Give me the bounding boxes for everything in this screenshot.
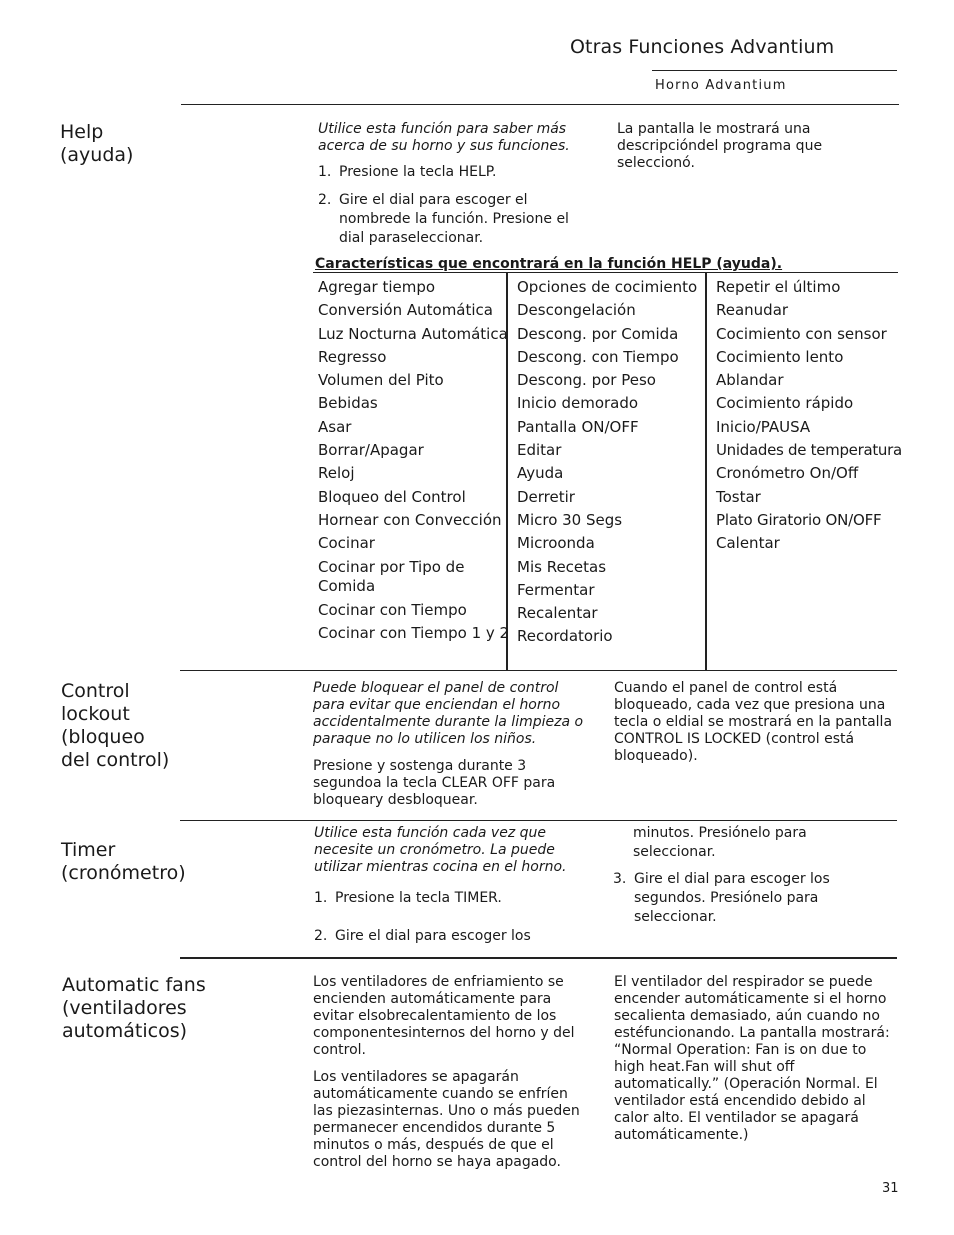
feature-item: Bloqueo del Control bbox=[318, 487, 466, 506]
lockout-right-text: Cuando el panel de control está bloqueado, cada vez que presiona una tecla o eldial se mostrará en la pantalla CONTROL IS LOCKED (control está bloqueado). bbox=[614, 680, 893, 764]
feature-item: Calentar bbox=[716, 534, 780, 553]
help-intro: Utilice esta función para saber más acerca de su horno y sus funciones. bbox=[318, 121, 570, 154]
section-divider-lockout bbox=[180, 670, 897, 671]
feature-item: Unidades de temperatura bbox=[716, 441, 902, 460]
feature-item: Agregar tiempo bbox=[318, 278, 436, 296]
lockout-section-title: Control lockout (bloqueo del control) bbox=[61, 680, 170, 771]
feature-item: Cronómetro On/Off bbox=[716, 464, 859, 483]
feature-item: Mis Recetas bbox=[517, 557, 607, 576]
step-text: Gire el dial para escoger el nombrede la función. Presione el dial paraseleccionar. bbox=[339, 192, 569, 246]
features-column-1 bbox=[318, 276, 510, 645]
section-divider-fans bbox=[180, 957, 897, 959]
step-text: Presione la tecla TIMER. bbox=[335, 890, 502, 906]
section-divider-timer bbox=[180, 820, 897, 821]
lockout-instruction: Presione y sostenga durante 3 segundoa la tecla CLEAR OFF para bloqueary desbloquear. bbox=[313, 758, 556, 808]
feature-item: Ablandar bbox=[716, 371, 784, 390]
feature-item: Borrar/Apagar bbox=[318, 441, 424, 460]
timer-step-1 bbox=[314, 889, 594, 908]
feature-item: Inicio demorado bbox=[517, 394, 639, 413]
feature-item: Cocinar bbox=[318, 534, 375, 553]
section-divider-help bbox=[181, 104, 899, 105]
step-number: 1. bbox=[314, 890, 328, 906]
feature-item: Cocimiento rápido bbox=[716, 394, 854, 413]
header-divider bbox=[652, 70, 897, 71]
step-number: 2. bbox=[314, 928, 328, 944]
feature-item: Tostar bbox=[716, 487, 761, 506]
fans-paragraph-2: Los ventiladores se apagarán automáticamente cuando se enfríen las piezasinternas. Uno o más pueden permanecer encendidos durante 5 minutos o más, después de que el control del horno se haya apagado. bbox=[313, 1069, 580, 1170]
feature-item: Inicio/PAUSA bbox=[716, 417, 811, 436]
help-right-text: La pantalla le mostrará una descripcióndel programa que seleccionó. bbox=[617, 121, 823, 171]
feature-item: Fermentar bbox=[517, 580, 595, 599]
step-text: Presione la tecla HELP. bbox=[339, 164, 497, 180]
feature-item: Recalentar bbox=[517, 604, 598, 623]
page-number: 31 bbox=[882, 1181, 899, 1196]
features-column-divider-2 bbox=[705, 272, 707, 670]
feature-item: Ayuda bbox=[517, 464, 564, 483]
feature-item: Pantalla ON/OFF bbox=[517, 417, 639, 436]
features-table-heading: Características que encontrará en la función HELP (ayuda). bbox=[315, 256, 783, 272]
fans-section-title: Automatic fans (ventiladores automáticos) bbox=[62, 974, 206, 1042]
step-text: Gire el dial para escoger los segundos. Presiónelo para seleccionar. bbox=[634, 871, 830, 925]
step-number: 1. bbox=[318, 164, 332, 180]
timer-step-2 bbox=[314, 927, 594, 946]
features-column-3 bbox=[716, 276, 901, 556]
page-header-subtitle: Horno Advantium bbox=[655, 78, 787, 93]
feature-item: Opciones de cocimiento bbox=[517, 278, 698, 296]
lockout-intro: Puede bloquear el panel de control para evitar que enciendan el horno accidentalmente durante la limpieza o paraque no lo utilicen los niños. bbox=[313, 680, 584, 747]
feature-item: Descong. por Comida bbox=[517, 324, 679, 343]
features-table-top-rule bbox=[313, 272, 898, 273]
help-section-title: Help (ayuda) bbox=[60, 121, 134, 166]
feature-item: Hornear con Convección bbox=[318, 510, 502, 529]
fans-paragraph-1: Los ventiladores de enfriamiento se encienden automáticamente para evitar elsobrecalentamiento de los componentesinternos del horno y del control. bbox=[313, 974, 575, 1058]
feature-item: Volumen del Pito bbox=[318, 371, 444, 390]
feature-item: Bebidas bbox=[318, 394, 378, 413]
feature-item: Repetir el último bbox=[716, 278, 841, 296]
step-number: 3. bbox=[613, 871, 627, 887]
feature-item: Luz Nocturna Automática bbox=[318, 324, 508, 343]
step-number: 2. bbox=[318, 192, 332, 208]
feature-item: Descong. con Tiempo bbox=[517, 347, 679, 366]
feature-item: Reloj bbox=[318, 464, 355, 483]
timer-step-2-continued: minutos. Presiónelo para seleccionar. bbox=[633, 825, 807, 860]
feature-item: Editar bbox=[517, 441, 562, 460]
timer-step-3 bbox=[613, 870, 853, 927]
feature-item: Plato Giratorio ON/OFF bbox=[716, 510, 882, 529]
step-text: Gire el dial para escoger los bbox=[335, 928, 531, 944]
feature-item: Cocinar con Tiempo 1 y 2 bbox=[318, 623, 510, 642]
features-column-2 bbox=[517, 276, 702, 649]
page-header-title: Otras Funciones Advantium bbox=[570, 36, 835, 58]
timer-section-title: Timer (cronómetro) bbox=[61, 839, 186, 884]
fans-right-text: El ventilador del respirador se puede encender automáticamente si el horno secalienta demasiado, aún cuando no estéfuncionando. La pantalla mostrará: “Normal Operation: Fan is on due to high heat.Fan will shut off automatically.” (Operación Normal. El ventilador está encendido debido al calor alto. El ventilador se apagará automáticamente.) bbox=[614, 974, 890, 1143]
feature-item: Cocimiento lento bbox=[716, 347, 844, 366]
feature-item: Recordatorio bbox=[517, 627, 613, 646]
timer-intro: Utilice esta función cada vez que necesite un cronómetro. La puede utilizar mientras cocina en el horno. bbox=[314, 825, 567, 875]
feature-item: Regresso bbox=[318, 347, 387, 366]
feature-item: Cocinar con Tiempo bbox=[318, 600, 467, 619]
feature-item: Cocimiento con sensor bbox=[716, 324, 887, 343]
help-step-2 bbox=[318, 191, 583, 248]
feature-item: Asar bbox=[318, 417, 352, 436]
feature-item: Descongelación bbox=[517, 301, 636, 320]
feature-item: Micro 30 Segs bbox=[517, 510, 623, 529]
feature-item: Derretir bbox=[517, 487, 575, 506]
feature-item: Descong. por Peso bbox=[517, 371, 656, 390]
help-step-1 bbox=[318, 163, 583, 182]
feature-item: Conversión Automática bbox=[318, 301, 493, 320]
feature-item: Microonda bbox=[517, 534, 595, 553]
feature-item: Cocinar por Tipo de Comida bbox=[318, 557, 465, 596]
feature-item: Reanudar bbox=[716, 301, 789, 320]
